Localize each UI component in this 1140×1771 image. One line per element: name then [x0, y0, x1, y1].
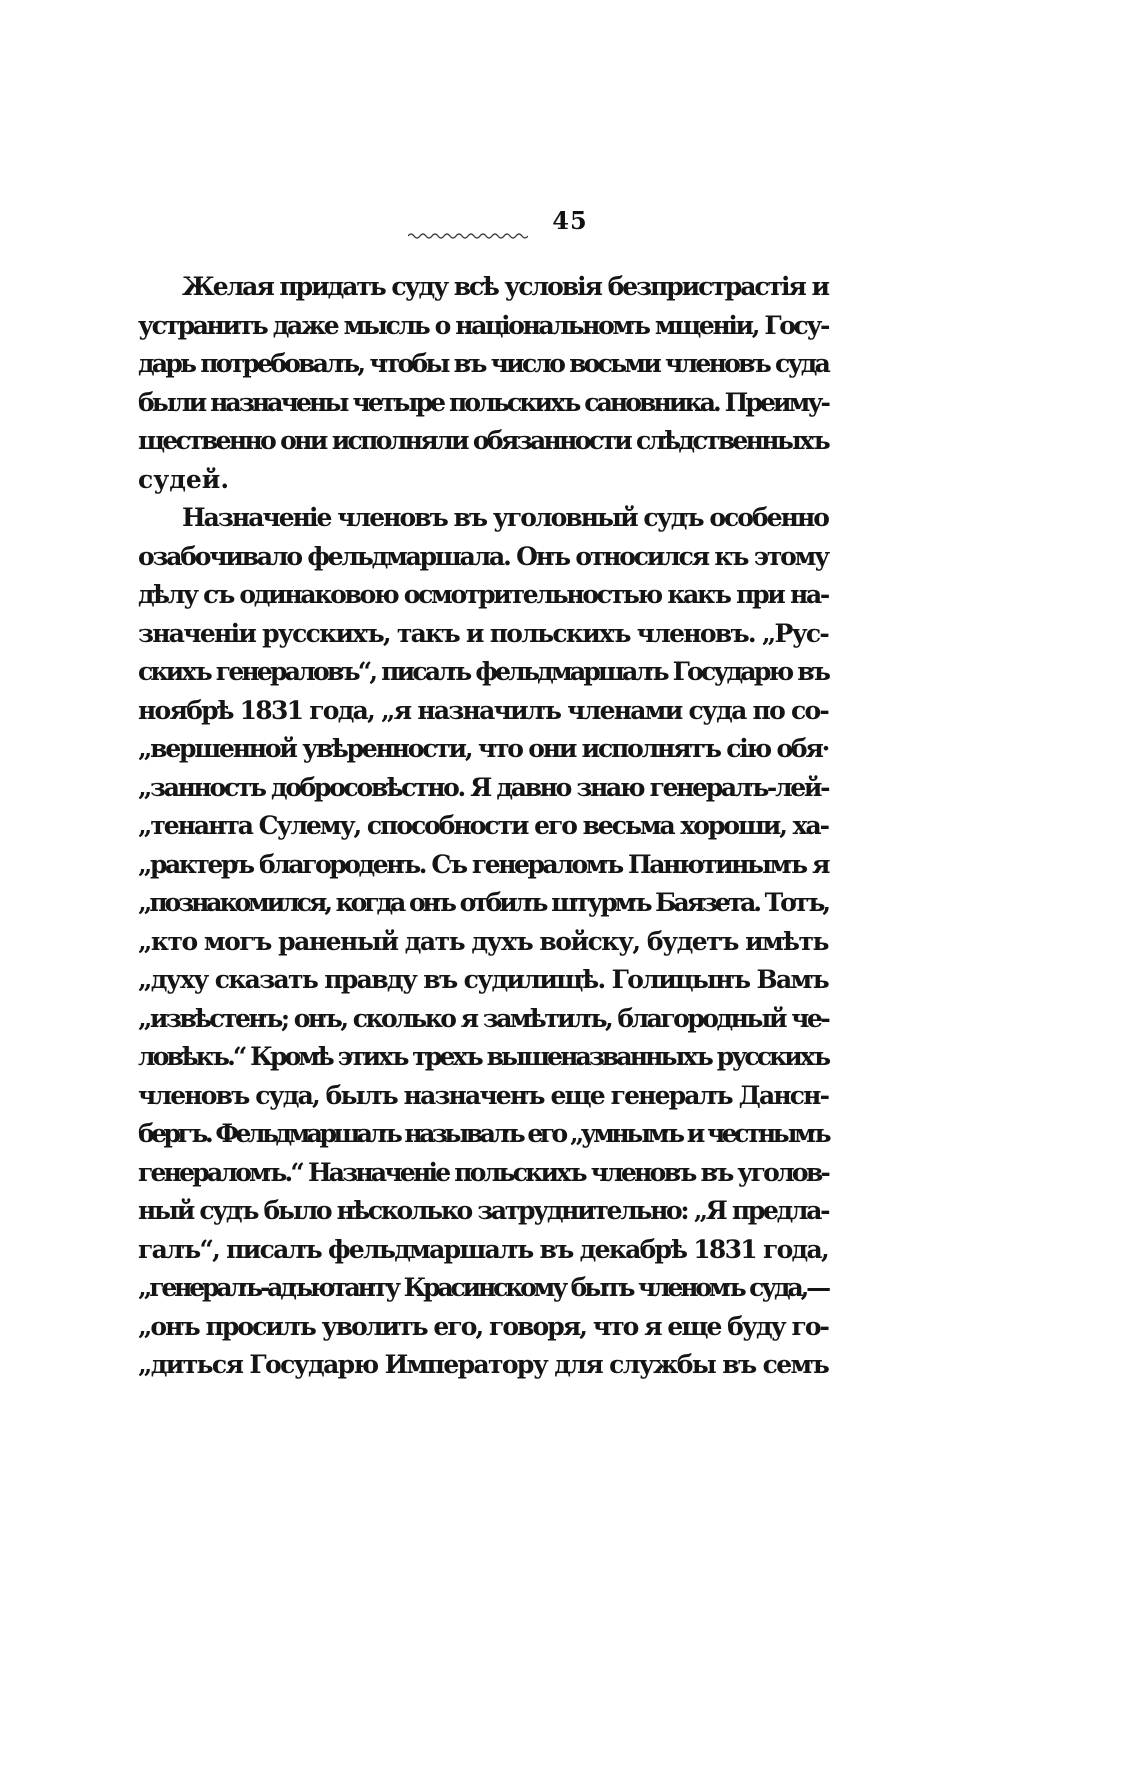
- text-line: озабочивало фельдмаршала. Онъ относился къ этому: [138, 541, 828, 571]
- text-line: „кто могъ раненый дать духъ войску, будетъ имѣть: [138, 926, 829, 956]
- page-number: 45: [552, 206, 588, 235]
- text-line: ноябрѣ 1831 года, „я назначилъ членами суда по со-: [138, 695, 828, 725]
- text-line: Назначеніе членовъ въ уголовный судъ особенно: [182, 503, 829, 532]
- text-line: „занность добросовѣстно. Я давно знаю генералъ-лей-: [138, 772, 829, 802]
- text-line: генераломъ.“ Назначеніе польскихъ членовъ въ уголов-: [138, 1157, 828, 1187]
- text-line: судей.: [138, 464, 230, 494]
- text-line: „познакомился, когда онъ отбилъ штурмъ Баязета. Тотъ,: [138, 888, 828, 917]
- text-line: дѣлу съ одинаковою осмотрительностью какъ при на-: [138, 580, 828, 609]
- text-line: „онъ просилъ уволить его, говоря, что я еще буду го-: [138, 1311, 828, 1341]
- text-line: дарь потребовалъ, чтобы въ число восьми членовъ суда: [138, 349, 829, 378]
- text-line: бергъ. Фельдмаршалъ называлъ его „умнымъ и честнымъ: [138, 1119, 828, 1148]
- text-line: „рактеръ благороденъ. Съ генераломъ Панютинымъ я: [138, 849, 828, 879]
- text-line: щественно они исполняли обязанности слѣдственныхъ: [138, 426, 828, 455]
- text-line: были назначены четыре польскихъ сановника. Преиму-: [138, 387, 828, 417]
- paragraph-1: [138, 268, 828, 499]
- text-line: устранить даже мысль о національномъ мщеніи, Госу-: [138, 310, 829, 340]
- text-line: ловѣкъ.“ Кромѣ этихъ трехъ вышеназванныхъ русскихъ: [138, 1042, 829, 1071]
- text-line: значеніи русскихъ, такъ и польскихъ членовъ. „Рус-: [138, 618, 828, 648]
- text-line: скихъ генераловъ“, писалъ фельдмаршалъ Государю въ: [138, 657, 829, 686]
- text-line: „извѣстенъ; онъ, сколько я замѣтилъ, благородный че-: [138, 1003, 829, 1033]
- text-line: ный судъ было нѣсколько затруднительно: „Я предла-: [138, 1196, 829, 1225]
- body-text: [138, 268, 828, 1385]
- text-line: „диться Государю Императору для службы въ семъ: [138, 1350, 829, 1379]
- text-line: „вершенной увѣренности, что они исполнятъ сію обя·: [138, 734, 829, 763]
- paragraph-2: [138, 499, 828, 1385]
- text-line: „духу сказать правду въ судилищѣ. Голицынъ Вамъ: [138, 965, 829, 994]
- text-line: членовъ суда, былъ назначенъ еще генералъ Дансн-: [138, 1080, 829, 1110]
- text-line: „тенанта Сулему, способности его весьма хороши, ха-: [138, 811, 828, 840]
- text-line: Желая придать суду всѣ условія безпристрастія и: [182, 272, 828, 301]
- text-line: галъ“, писалъ фельдмаршалъ въ декабрѣ 1831 года,: [138, 1234, 828, 1264]
- wavy-rule-ornament: [408, 232, 528, 240]
- text-line: „генералъ-адъютанту Красинскому быть членомъ суда,—: [138, 1273, 828, 1302]
